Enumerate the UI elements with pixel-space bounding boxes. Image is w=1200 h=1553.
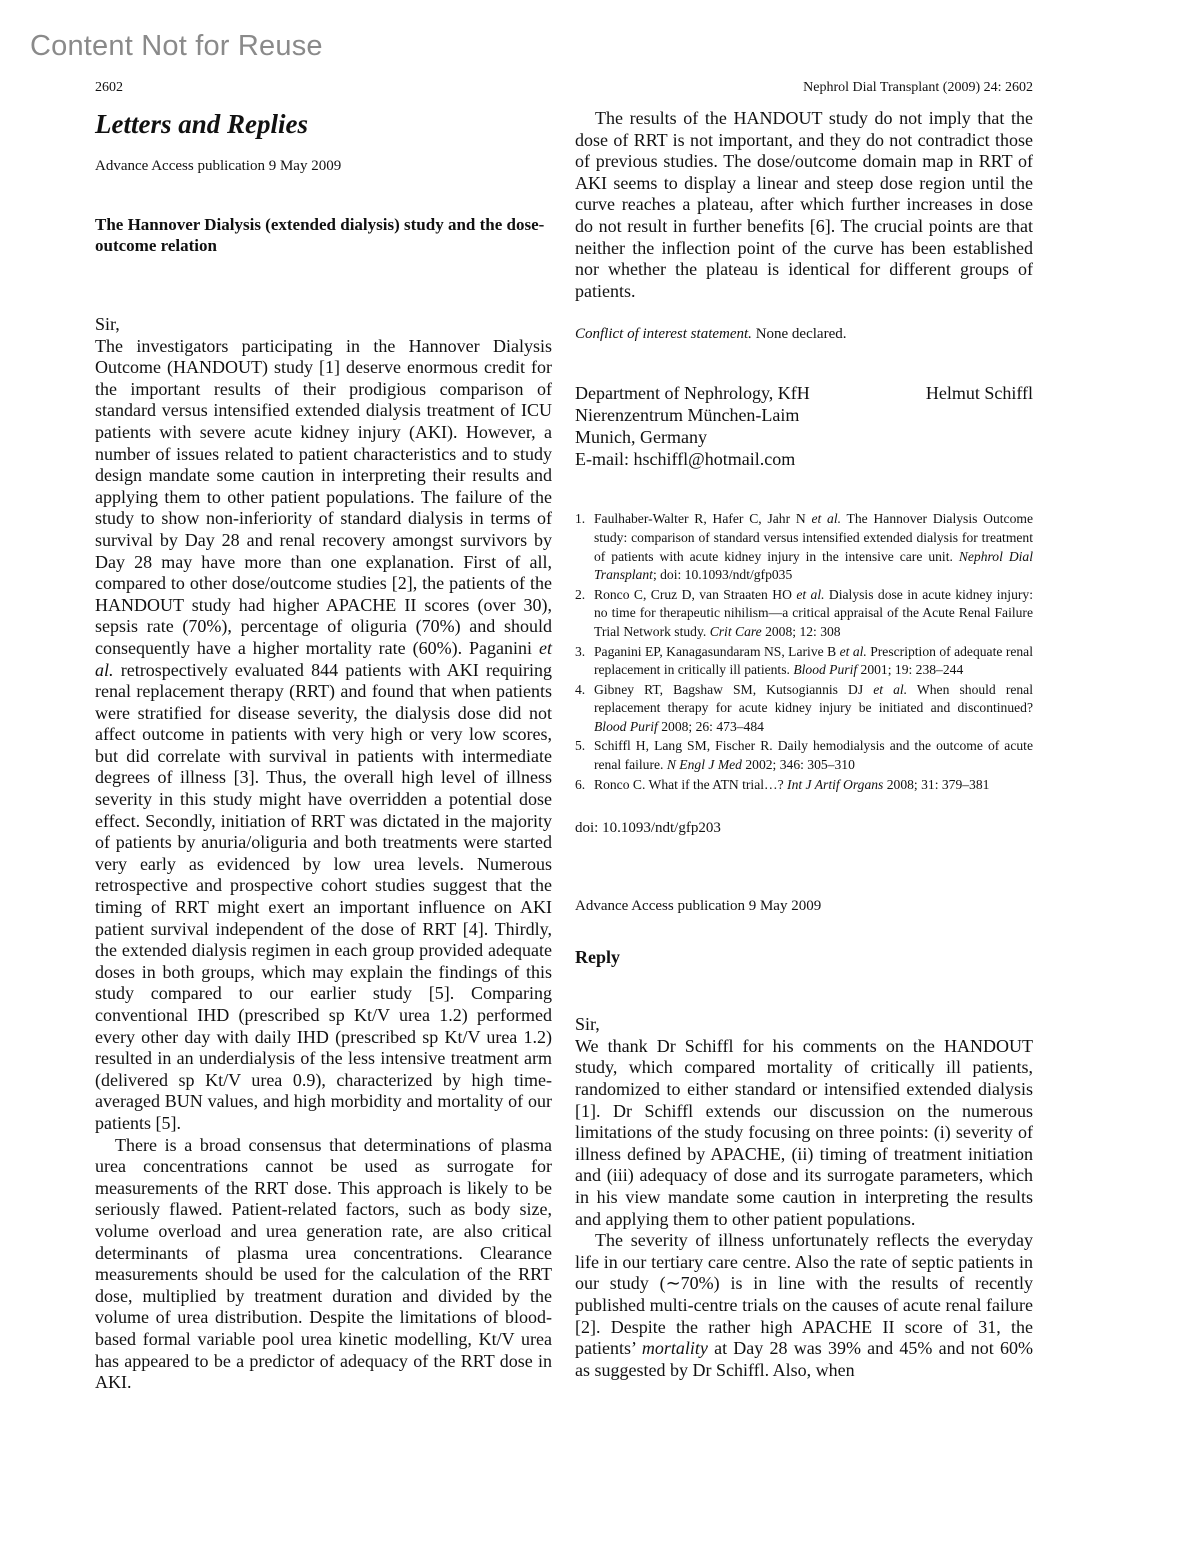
advance-access-line-reply: Advance Access publication 9 May 2009 (575, 898, 822, 915)
letter-paragraph-2: There is a broad consensus that determinations of plasma urea concentrations cannot be used as surrogate for measurements of the RRT dose. This approach is likely to be seriously flawed. Patient-related factors, such as body size, volume overload and urea generation rate, are also critical determinants of plasma urea concentrations. Clearance measurements should be used for the calculation of the RRT dose, multiplied by treatment duration and divided by the volume of urea distribution. Despite the limitations of blood-based formal variable pool urea kinetic modelling, Kt/V urea has appeared to be a predictor of adequacy of the RRT dose in AKI. (95, 1134, 552, 1393)
affiliation-line: Nierenzentrum München-Laim (575, 405, 800, 426)
reference-item: 1. Faulhaber-Walter R, Hafer C, Jahr N et al. The Hannover Dialysis Outcome study: comparison of standard versus intensified extended dialysis for treatment of patients with acute kidney injury in the intensive care unit. Nephrol Dial Transplant; doi: 10.1093/ndt/gfp035 (575, 511, 1034, 583)
reply-paragraph-2: The severity of illness unfortunately reflects the everyday life in our tertiary care centre. Also the rate of septic patients in our study (∼70%) is in line with the results of recently published multi-centre trials on the causes of acute renal failure [2]. Despite the rather high APACHE II score of 31, the patients’ mortality at Day 28 was 39% and 45% and not 60% as suggested by Dr Schiffl. Also, when (575, 1230, 1033, 1380)
reply-paragraph-1: We thank Dr Schiffl for his comments on the HANDOUT study, which compared mortality of critically ill patients, randomized to either standard or intensified extended dialysis [1]. Dr Schiffl extends our discussion on the numerous limitations of the study focusing on three points: (i) severity of illness defined by APACHE, (ii) timing of treatment initiation and (iii) adequacy of dose and its surrogate parameters, which in his view mandate some caution in interpreting the results and applying them to other patient populations. (575, 1035, 1033, 1229)
reference-item: 6. Ronco C. What if the ATN trial…? Int J Artif Organs 2008; 31: 379–381 (575, 776, 990, 792)
page-number: 2602 (95, 80, 123, 95)
author-affiliation (575, 382, 1033, 470)
reply-salutation: Sir, (575, 1014, 600, 1035)
reference-list (575, 510, 1033, 794)
reference-item: 5. Schiffl H, Lang SM, Fischer R. Daily hemodialysis and the outcome of acute renal failure. N Engl J Med 2002; 346: 305–310 (575, 738, 1033, 773)
section-title: Letters and Replies (95, 109, 308, 139)
letter-paragraph-1: The investigators participating in the Hannover Dialysis Outcome (HANDOUT) study [1] deserve enormous credit for the important results of their prodigious comparison of standard versus intensified extended dialysis treatment of ICU patients with severe acute kidney injury (AKI). However, a number of issues related to patient characteristics and to study design mandate some caution in interpreting their results and applying them to other patient populations. The failure of the study to show non-inferiority of standard dialysis in terms of survival by Day 28 and renal recovery amongst survivors by Day 28 may have more than one explanation. First of all, compared to other dose/outcome studies [2], the patients of the HANDOUT study had higher APACHE II scores (over 30), sepsis rate (70%), percentage of oliguria (70%) and should consequently have a higher mortality rate (60%). Paganini et al. retrospectively evaluated 844 patients with AKI requiring renal replacement therapy (RRT) and found that when patients were stratified for disease severity, the dialysis dose did not affect outcome in patients with very high or very low scores, but did correlate with survival in patients with intermediate degrees of illness [3]. Thus, the overall high level of illness severity in this study might have overridden a potential dose effect. Secondly, initiation of RRT was dictated in the majority of patients by anuria/oliguria and both treatments were started very early as evidenced by low urea levels. Numerous retrospective and prospective cohort studies suggest that the timing of RRT might exert an important influence on AKI patient survival independent of the dose of RRT [4]. Thirdly, the extended dialysis regimen in each group provided adequate doses in both groups, which may explain the findings of this study compared to our earlier study [5]. Comparing conventional IHD (prescribed sp Kt/V urea 1.2) performed every other day with daily IHD (prescribed sp Kt/V urea 1.2) resulted in an underdialysis of the less intensive treatment arm (delivered sp Kt/V urea 0.9), characterized by high time-averaged BUN values, and high morbidity and mortality of our patients [5]. (95, 335, 552, 1133)
reference-item: 3. Paganini EP, Kanagasundaram NS, Larive B et al. Prescription of adequate renal replacement in critically ill patients. Blood Purif 2001; 19: 238–244 (575, 643, 1033, 678)
author-name: Helmut Schiffl (925, 383, 1033, 404)
reply-title: Reply (575, 947, 620, 968)
salutation: Sir, (95, 314, 120, 334)
conflict-of-interest: Conflict of interest statement. None declared. (575, 326, 847, 343)
watermark: Content Not for Reuse (30, 30, 323, 62)
left-column (95, 108, 552, 1394)
journal-reference: Nephrol Dial Transplant (2009) 24: 2602 (803, 80, 1033, 95)
letter-paragraph-3: The results of the HANDOUT study do not imply that the dose of RRT is not important, and they do not contradict those of previous studies. The dose/outcome domain map in RRT of AKI seems to display a linear and steep dose region until the curve reaches a plateau, after which further increases in dose do not result in further benefits [6]. The crucial points are that neither the inflection point of the curve has been established nor whether the plateau is identical for different groups of patients. (575, 108, 1033, 301)
doi-line: doi: 10.1093/ndt/gfp203 (575, 820, 721, 837)
reference-item: 2. Ronco C, Cruz D, van Straaten HO et al. Dialysis dose in acute kidney injury: no time for therapeutic nihilism—a critical appraisal of the Acute Renal Failure Trial Network study. Crit Care 2008; 12: 308 (575, 586, 1033, 639)
affiliation-line: Munich, Germany (575, 427, 707, 448)
article-title: The Hannover Dialysis (extended dialysis) study and the dose-outcome relation (95, 215, 545, 255)
advance-access-line: Advance Access publication 9 May 2009 (95, 158, 342, 174)
affiliation-line: Department of Nephrology, KfH (575, 383, 810, 404)
reference-item: 4. Gibney RT, Bagshaw SM, Kutsogiannis DJ et al. When should renal replacement therapy for acute kidney injury be initiated and discontinued? Blood Purif 2008; 26: 473–484 (575, 681, 1033, 734)
author-email: E-mail: hschiffl@hotmail.com (575, 449, 796, 470)
right-column (575, 108, 1033, 1381)
